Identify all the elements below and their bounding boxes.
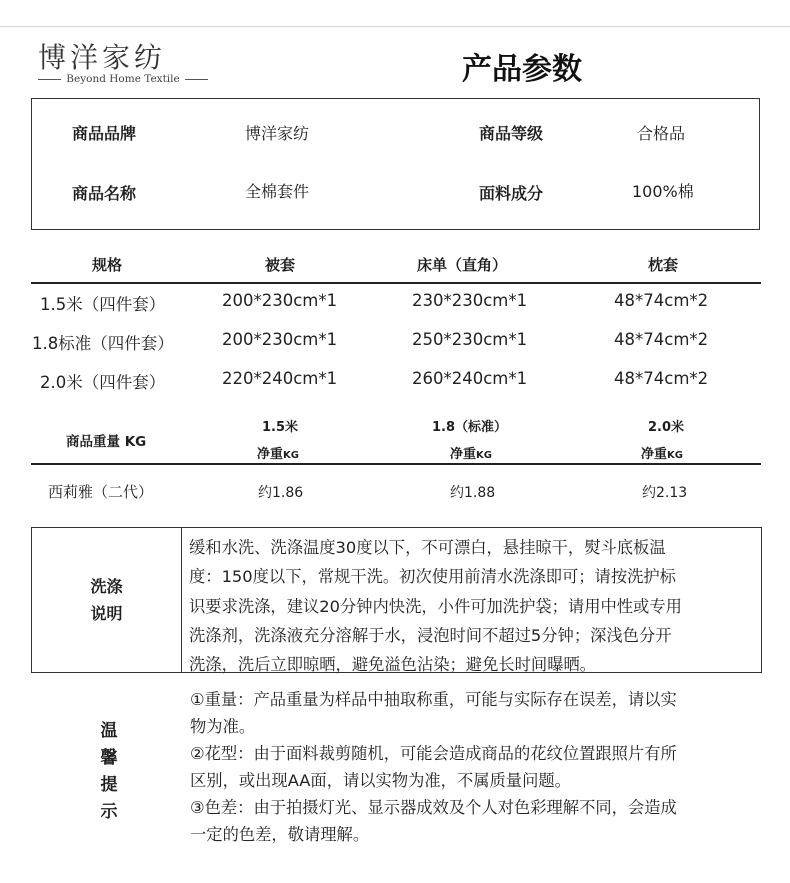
washing-line: 洗涤，洗后立即晾晒，避免溢色沾染；避免长时间曝晒。 (189, 655, 597, 675)
brand-logo-subtitle (38, 73, 208, 85)
weight-col-2-size: 1.8（标准） (432, 420, 508, 435)
weight-col-3-size: 2.0米 (648, 420, 685, 435)
weight-col-2-net: 净重KG (450, 447, 492, 462)
spec-table-divider (31, 282, 761, 284)
spec-header-size: 规格 (92, 256, 123, 274)
washing-label-line1: 洗涤 (90, 577, 123, 596)
weight-row-name: 西莉雅（二代） (48, 483, 154, 501)
spec-row-1-sheet: 230*230cm*1 (412, 291, 528, 310)
weight-col-3-net: 净重KG (641, 447, 683, 462)
washing-line: 度：150度以下，常规干洗。初次使用前清水洗涤即可；请按洗护标 (189, 567, 676, 587)
spec-header-duvet: 被套 (265, 256, 296, 274)
logo-dash-left (38, 79, 61, 80)
spec-row-2-sheet: 250*230cm*1 (412, 330, 528, 349)
tip-line: ③色差：由于拍摄灯光、显示器成效及个人对色彩理解不同，会造成 (190, 798, 677, 817)
washing-line: 识要求洗涤，建议20分钟内快洗，小件可加洗护袋；请用中性或专用 (189, 596, 682, 616)
tip-line: 一定的色差，敬请理解。 (190, 825, 370, 844)
tips-label-char-1: 温 (100, 721, 118, 741)
brand-logo-text: 博洋家纺 (38, 41, 167, 74)
spec-row-2-pillowcase: 48*74cm*2 (614, 330, 709, 349)
product-name-label: 商品名称 (72, 184, 137, 203)
product-name-value: 全棉套件 (245, 182, 310, 201)
spec-row-3-pillowcase: 48*74cm*2 (614, 369, 709, 388)
basic-info-box (31, 98, 760, 230)
logo-dash-right (185, 79, 208, 80)
top-divider (0, 26, 790, 27)
spec-header-sheet: 床单（直角） (417, 256, 508, 274)
tips-label-char-4: 示 (100, 802, 118, 822)
brand-label: 商品品牌 (72, 124, 137, 143)
spec-row-2-duvet: 200*230cm*1 (222, 330, 338, 349)
spec-row-3-sheet: 260*240cm*1 (412, 369, 528, 388)
washing-divider (181, 528, 182, 672)
spec-row-1-duvet: 200*230cm*1 (222, 291, 338, 310)
tip-line: 物为准。 (190, 717, 256, 736)
spec-row-2-size: 1.8标准（四件套） (32, 334, 174, 353)
tips-label-char-2: 馨 (100, 748, 118, 768)
brand-value: 博洋家纺 (245, 124, 310, 143)
grade-value: 合格品 (637, 124, 686, 143)
weight-col-1-net: 净重KG (257, 447, 299, 462)
fabric-value: 100%棉 (632, 182, 694, 201)
spec-row-1-pillowcase: 48*74cm*2 (614, 291, 709, 310)
tip-line: ②花型：由于面料裁剪随机，可能会造成商品的花纹位置跟照片有所 (190, 744, 677, 763)
weight-value-3: 约2.13 (642, 485, 688, 501)
fabric-label: 面料成分 (479, 184, 544, 203)
weight-table-divider (31, 463, 761, 465)
weight-label: 商品重量 KG (66, 434, 147, 450)
brand-english-name: Beyond Home Textile (66, 73, 180, 85)
spec-row-1-size: 1.5米（四件套） (40, 295, 166, 314)
weight-col-1-size: 1.5米 (262, 420, 299, 435)
tip-line: ①重量：产品重量为样品中抽取称重，可能与实际存在误差，请以实 (190, 690, 677, 709)
weight-value-2: 约1.88 (450, 485, 496, 501)
washing-line: 洗涤剂，洗涤液充分溶解于水，浸泡时间不超过5分钟；深浅色分开 (189, 625, 672, 645)
grade-label: 商品等级 (479, 124, 544, 143)
spec-row-3-size: 2.0米（四件套） (40, 373, 166, 392)
spec-row-3-duvet: 220*240cm*1 (222, 369, 338, 388)
page-title: 产品参数 (462, 52, 582, 87)
spec-header-pillowcase: 枕套 (648, 256, 679, 274)
weight-value-1: 约1.86 (258, 485, 304, 501)
tips-label-char-3: 提 (100, 775, 118, 795)
washing-text (189, 533, 761, 679)
washing-instructions-box (31, 527, 762, 673)
washing-line: 缓和水洗、洗涤温度30度以下，不可漂白，悬挂晾干，熨斗底板温 (189, 538, 666, 557)
tips-text (190, 686, 760, 848)
washing-label-line2: 说明 (90, 604, 123, 623)
tip-line: 区别，或出现AA面，请以实物为准，不属质量问题。 (190, 771, 571, 790)
